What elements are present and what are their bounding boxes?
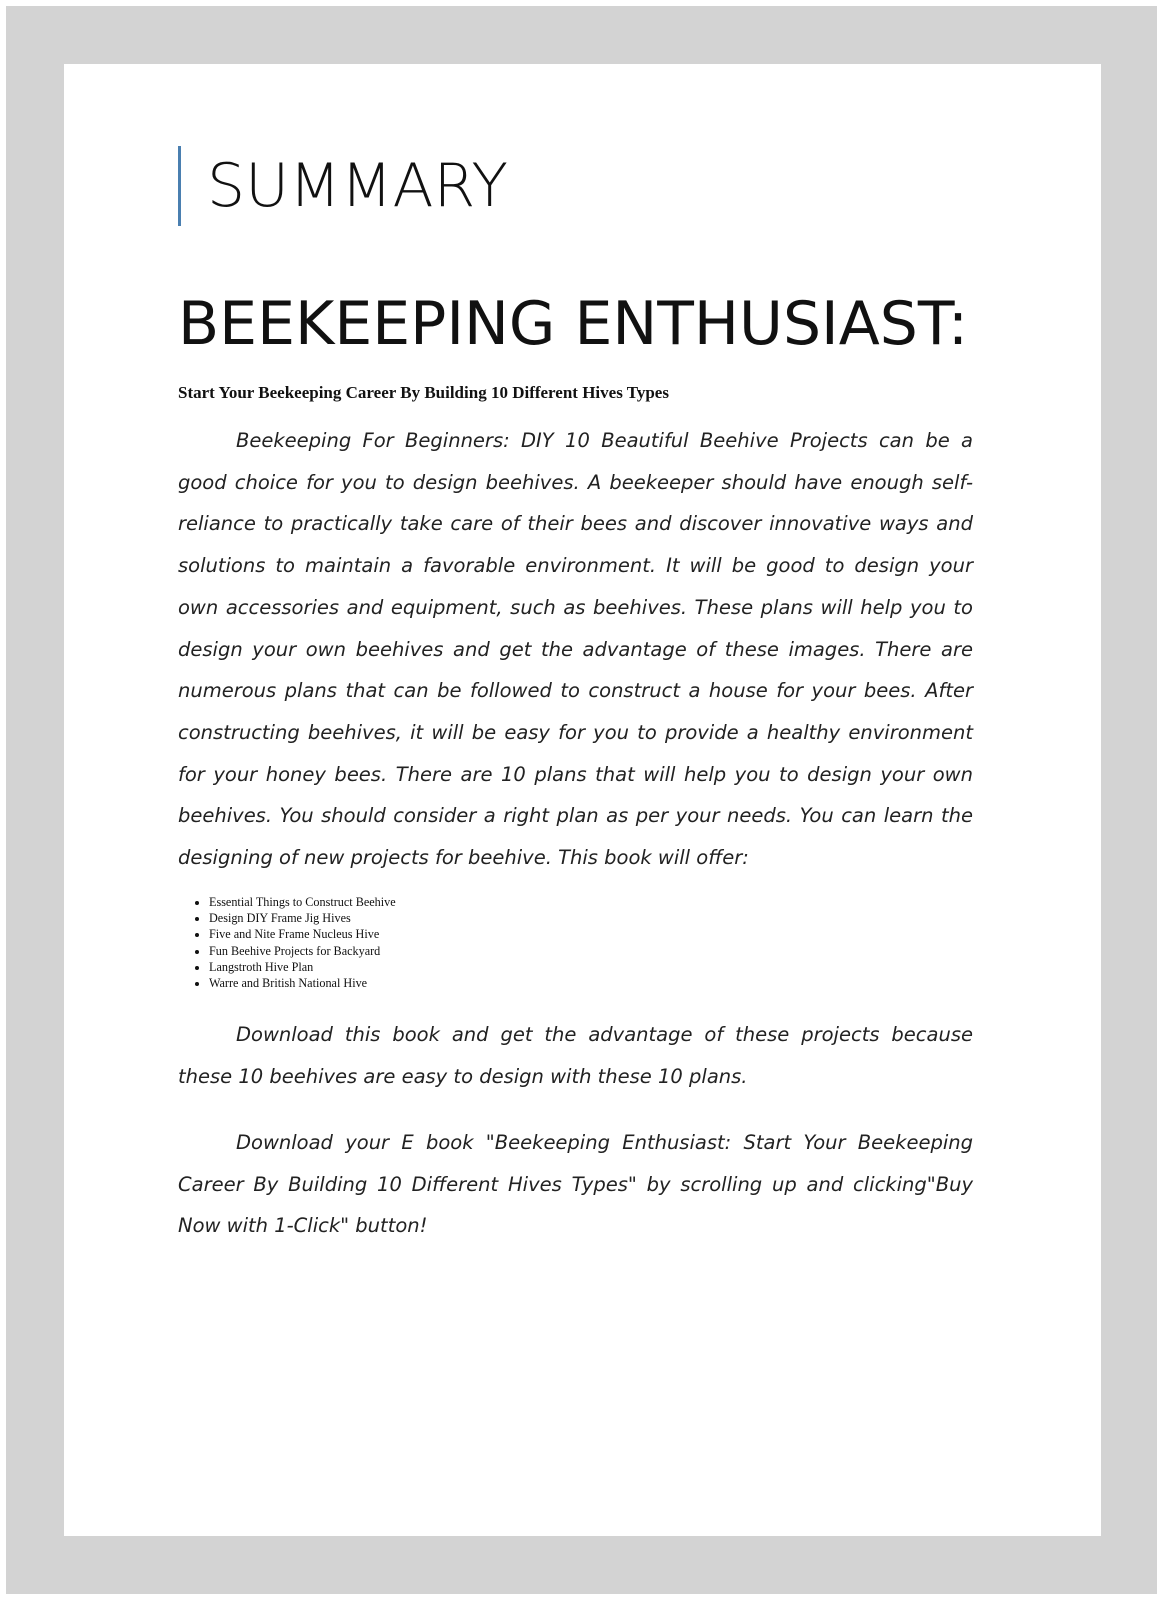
list-item: • Five and Nite Frame Nucleus Hive <box>209 926 396 942</box>
call-to-action-paragraph: Download your E book "Beekeeping Enthusiast: Start Your Beekeeping Career By Building 10 Different Hives Types" by scrolling up and clicking"Buy Now with 1-Click" button! <box>178 1131 973 1238</box>
document-page <box>64 64 1101 1536</box>
summary-paragraph: Beekeeping For Beginners: DIY 10 Beautiful Beehive Projects can be a good choice for you to design beehives. A beekeeper should have enough self-reliance to practically take care of their bees and discover innovative ways and solutions to maintain a favorable environment. It will be good to design your own accessories and equipment, such as beehives. These plans will help you to design your own beehives and get the advantage of these images. There are numerous plans that can be followed to construct a house for your bees. After constructing beehives, it will be easy for you to provide a healthy environment for your honey bees. There are 10 plans that will help you to design your own beehives. You should consider a right plan as per your needs. You can learn the designing of new projects for beehive. This book will offer: <box>178 429 973 870</box>
book-subtitle: Start Your Beekeeping Career By Building 10 Different Hives Types <box>178 383 669 402</box>
section-heading: SUMMARY <box>178 146 508 226</box>
book-title: BEEKEEPING ENTHUSIAST: <box>178 289 969 359</box>
list-item: • Design DIY Frame Jig Hives <box>209 910 396 926</box>
download-paragraph: Download this book and get the advantage of these projects because these 10 beehives are easy to design with these 10 plans. <box>178 1023 973 1088</box>
list-item: • Fun Beehive Projects for Backyard <box>209 943 396 959</box>
list-item: • Warre and British National Hive <box>209 975 396 991</box>
feature-list <box>191 894 396 991</box>
list-item: • Langstroth Hive Plan <box>209 959 396 975</box>
list-item: • Essential Things to Construct Beehive <box>209 894 396 910</box>
